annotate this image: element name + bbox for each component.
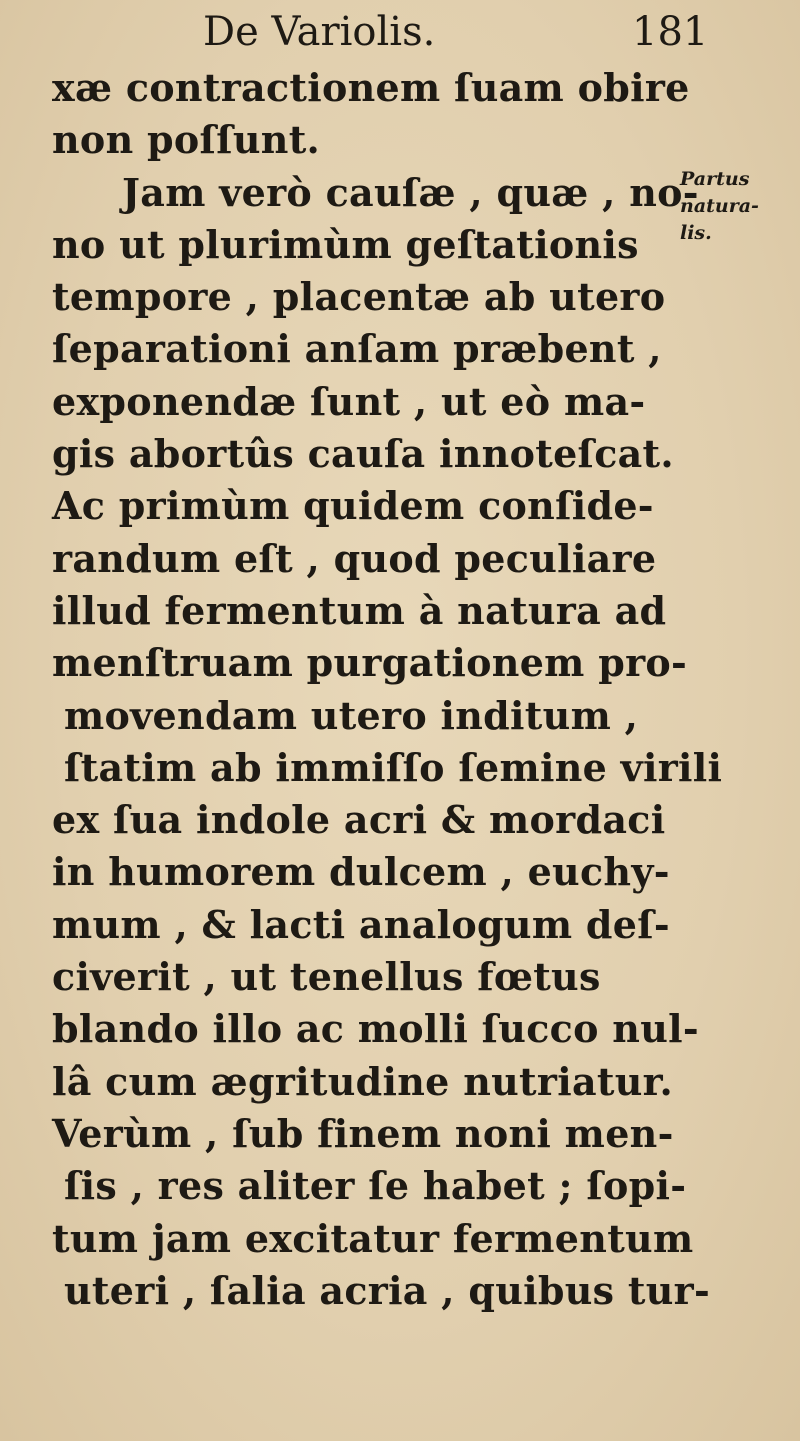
text-line: tempore , placentæ ab utero	[52, 274, 666, 320]
marginal-note	[680, 166, 798, 247]
text-line: mum , & lacti analogum deſ-	[52, 901, 670, 947]
text-line: ſeparationi anſam præbent ,	[52, 326, 662, 372]
text-line: gis abortûs cauſa innoteſcat.	[52, 431, 674, 477]
marginal-note-line: natura-	[680, 195, 759, 217]
text-line: xæ contractionem ſuam obire	[52, 65, 690, 110]
running-title: De Variolis.	[203, 9, 436, 55]
text-line: ſis , res aliter ſe habet ; ſopi-	[64, 1163, 687, 1209]
text-line: menſtruam purgationem pro-	[52, 640, 688, 686]
page-number: 181	[632, 9, 709, 55]
text-line: Verùm , ſub finem noni men-	[52, 1110, 674, 1156]
text-line: movendam utero inditum ,	[64, 692, 639, 738]
text-line: ſtatim ab immiſſo ſemine virili	[64, 744, 723, 790]
text-line: exponendæ ſunt , ut eò ma-	[52, 378, 646, 424]
text-line: Jam verò cauſæ , quæ , no-	[122, 169, 699, 215]
text-line: randum eſt , quod peculiare	[52, 535, 657, 581]
text-line: uteri , ſalia acria , quibus tur-	[64, 1267, 711, 1313]
page-header	[0, 4, 800, 60]
text-line: non poſſunt.	[52, 117, 321, 163]
text-line: tum jam excitatur fermentum	[52, 1215, 694, 1261]
text-line: in humorem dulcem , euchy-	[52, 849, 670, 895]
text-line: Ac primùm quidem conſide-	[52, 483, 654, 529]
marginal-note-line: lis.	[680, 222, 712, 244]
text-line: illud fermentum à natura ad	[52, 587, 667, 633]
text-line: blando illo ac molli ſucco nul-	[52, 1006, 699, 1052]
text-line: civerit , ut tenellus fœtus	[52, 954, 601, 1000]
text-line: no ut plurimùm geſtationis	[52, 221, 639, 267]
text-line: ex ſua indole acri & mordaci	[52, 797, 666, 843]
text-line: lâ cum ægritudine nutriatur.	[52, 1058, 674, 1104]
marginal-note-line: Partus	[680, 168, 750, 190]
